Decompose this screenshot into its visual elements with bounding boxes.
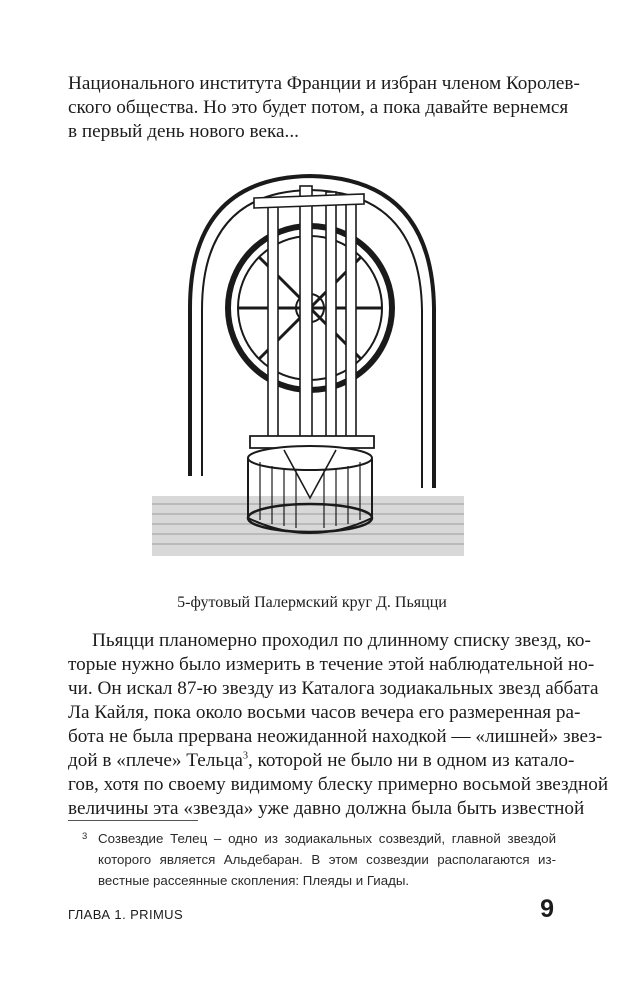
text-line-with-footnote: [68, 749, 575, 773]
footnote: [68, 828, 556, 891]
palermo-circle-illustration: [150, 158, 468, 574]
text-line: Ла Кайля, пока около восьми часов вечера его размеренная ра-: [68, 702, 581, 723]
text-line: ского общества. Но это будет потом, а пока давайте вернемся: [68, 97, 569, 118]
footnote-line: вестные рассеянные скопления: Плеяды и Гиады.: [98, 873, 410, 888]
text-line: гов, хотя по своему видимому блеску примерно восьмой звездной: [68, 774, 609, 795]
figure-caption: 5-футовый Палермский круг Д. Пьяцци: [177, 594, 447, 611]
text-line: чи. Он искал 87-ю звезду из Каталога зодиакальных звезд аббата: [68, 678, 599, 699]
text-line: величины эта «звезда» уже давно должна была быть известной: [68, 798, 585, 819]
page-number: 9: [540, 895, 554, 923]
paragraph-intro: [68, 72, 580, 144]
paragraph-main: [68, 629, 609, 821]
text-line: бота не была прервана неожиданной находкой — «лишней» звез-: [68, 726, 603, 747]
footnote-reference[interactable]: 3: [242, 750, 248, 762]
text-line: в первый день нового века...: [68, 121, 299, 142]
text-line: Национального института Франции и избран членом Королев-: [68, 73, 580, 94]
footnote-line: Созвездие Телец – одно из зодиакальных созвездий, главной звездой: [98, 831, 556, 846]
running-footer-chapter: ГЛАВА 1. PRIMUS: [68, 907, 184, 922]
text-fragment: дой в «плече» Тельца: [68, 750, 243, 771]
footnote-mark: 3: [82, 831, 88, 842]
text-line: торые нужно было измерить в течение этой наблюдательной но-: [68, 654, 595, 675]
footnote-divider: [68, 820, 198, 821]
text-fragment: , которой не было ни в одном из катало-: [247, 750, 575, 771]
footnote-line: которого является Альдебаран. В этом созвездии располагаются из-: [98, 852, 556, 867]
text-line: Пьяцци планомерно проходил по длинному списку звезд, ко-: [92, 630, 591, 651]
